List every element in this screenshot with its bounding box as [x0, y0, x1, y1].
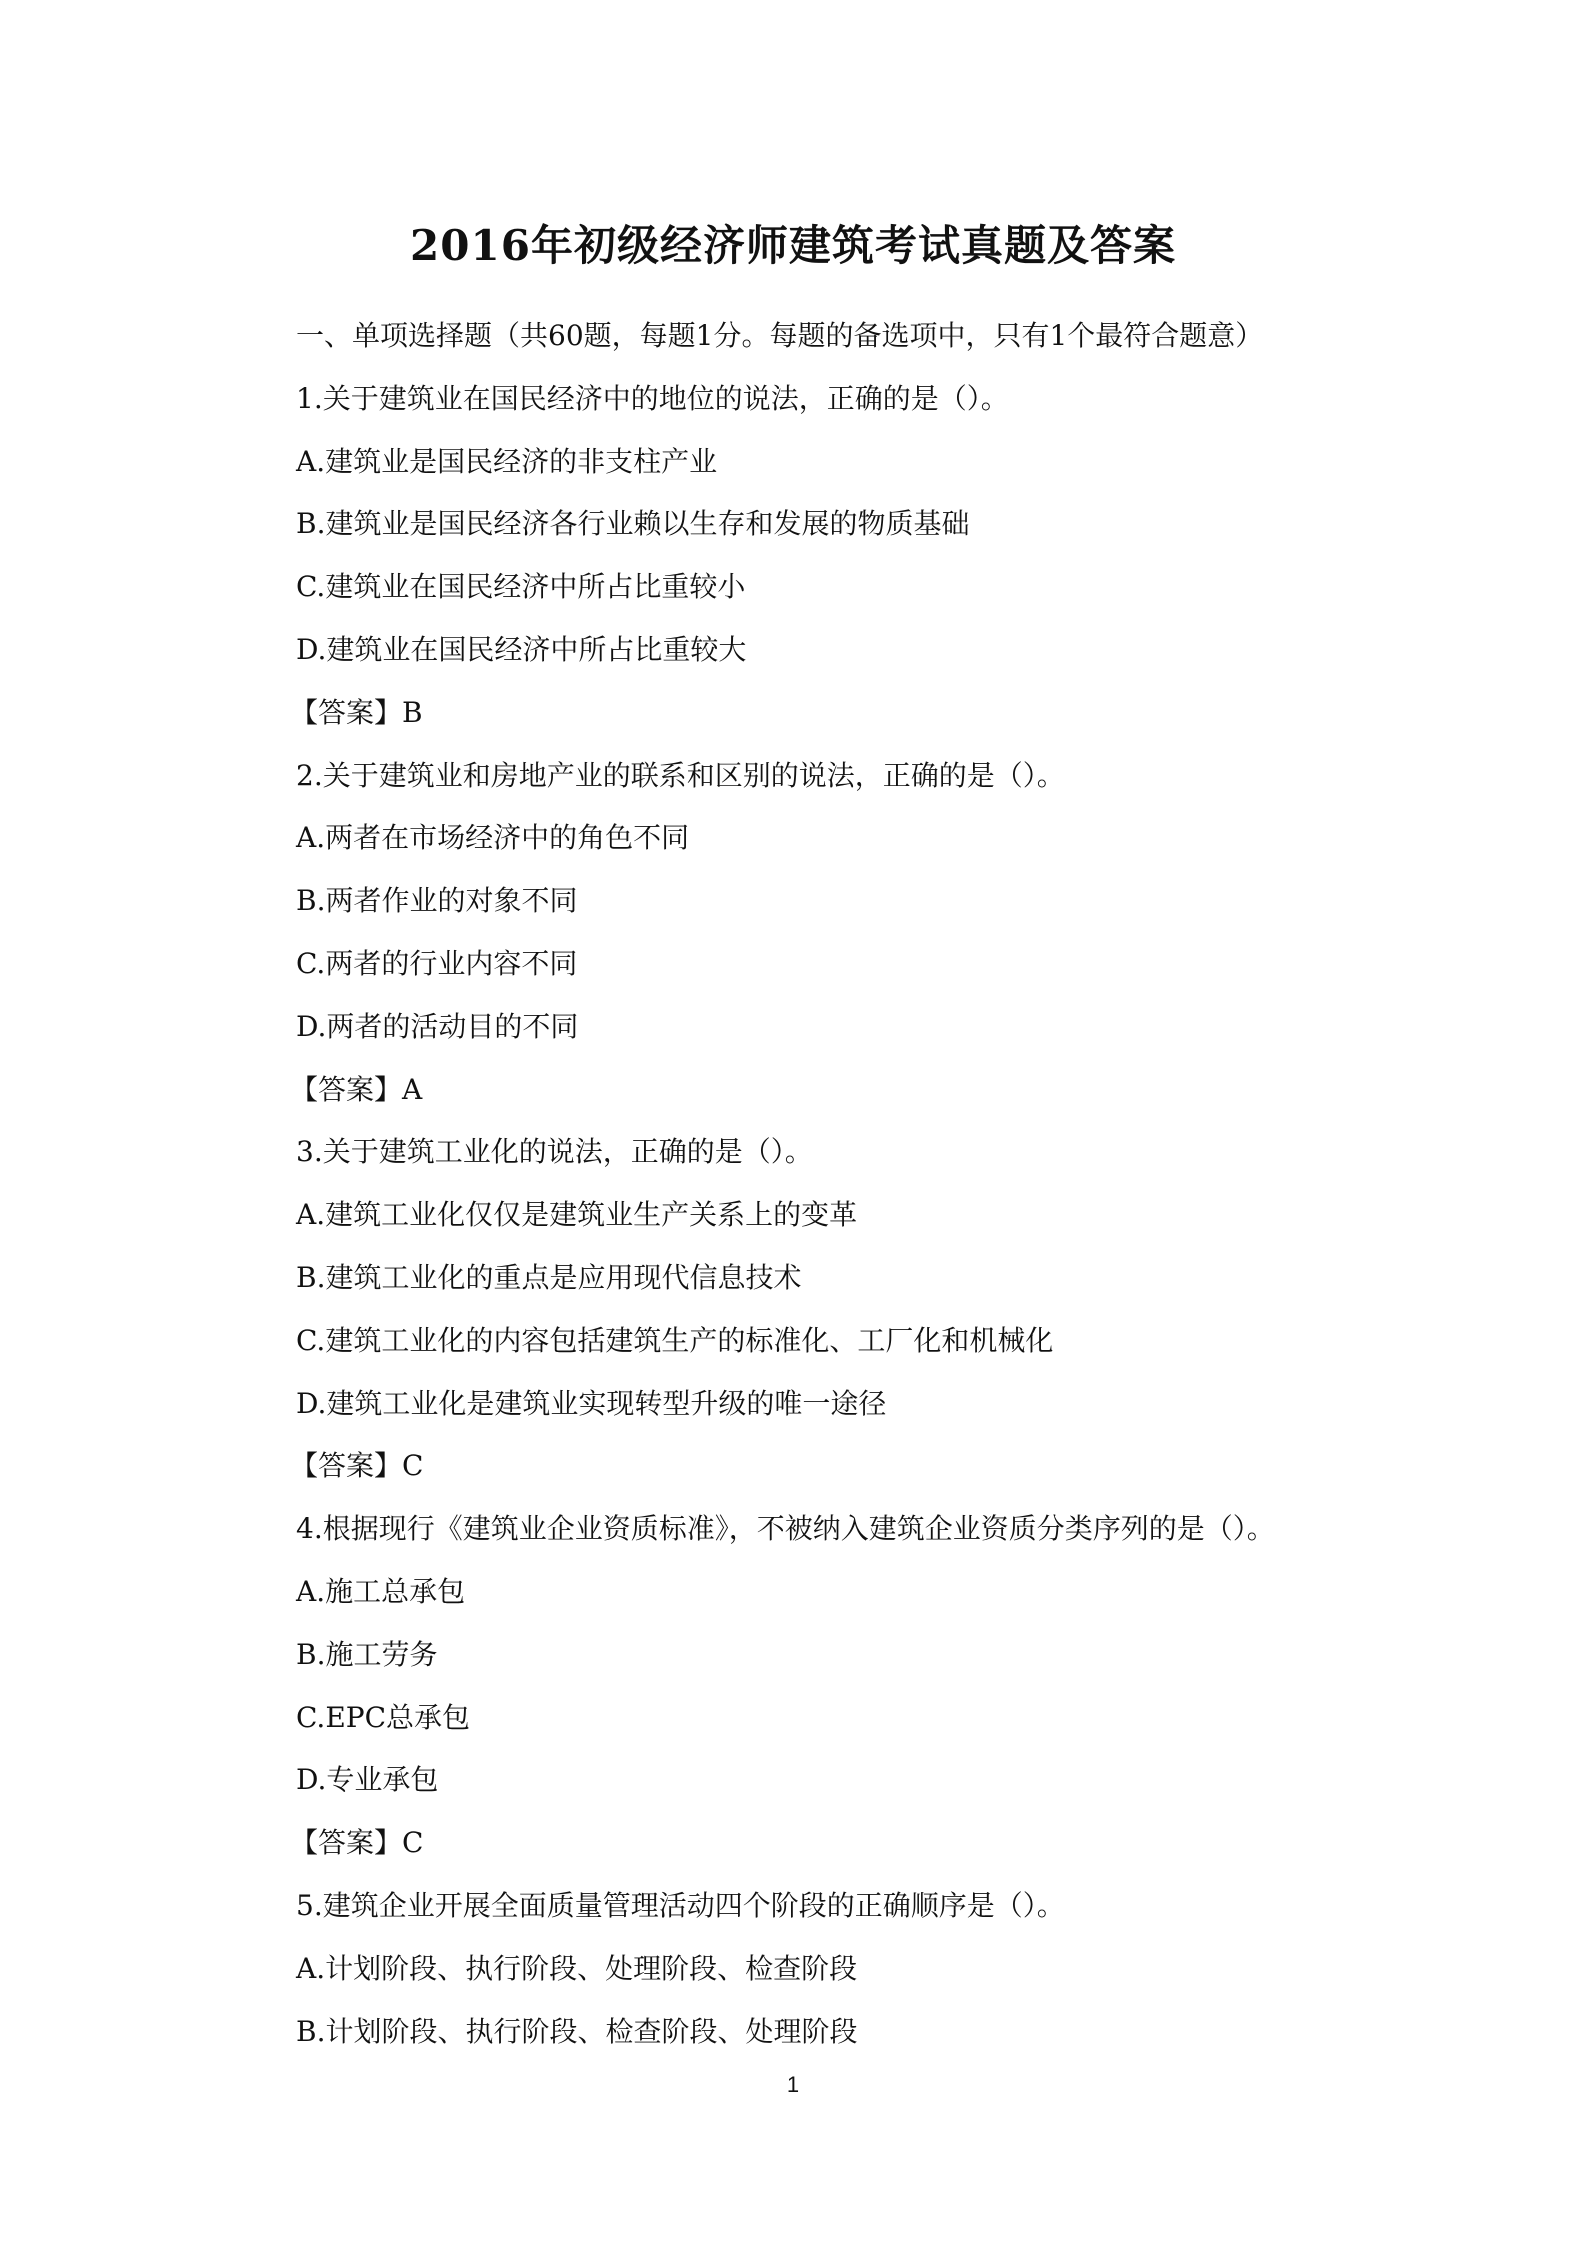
question-stem: 3.关于建筑工业化的说法，正确的是（）。: [296, 1135, 813, 1169]
answer-line: 【答案】B: [290, 695, 423, 729]
question-stem: 5.建筑企业开展全面质量管理活动四个阶段的正确顺序是（）。: [296, 1888, 1065, 1922]
option-a: A.两者在市场经济中的角色不同: [296, 821, 690, 855]
document-title: 2016年初级经济师建筑考试真题及答案: [410, 221, 1176, 270]
option-b: B.计划阶段、执行阶段、检查阶段、处理阶段: [296, 2014, 858, 2048]
option-c: C.EPC总承包: [296, 1700, 471, 1734]
option-d: D.两者的活动目的不同: [296, 1009, 579, 1043]
answer-line: 【答案】C: [290, 1826, 424, 1860]
answer-line: 【答案】C: [290, 1449, 424, 1483]
question-stem: 1.关于建筑业在国民经济中的地位的说法，正确的是（）。: [296, 381, 1009, 415]
option-c: C.建筑业在国民经济中所占比重较小: [296, 570, 746, 604]
section-heading: 一、单项选择题（共60题，每题1分。每题的备选项中，只有1个最符合题意）: [296, 319, 1264, 352]
option-b: B.两者作业的对象不同: [296, 884, 578, 918]
option-c: C.建筑工业化的内容包括建筑生产的标准化、工厂化和机械化: [296, 1323, 1054, 1357]
question-stem: 2.关于建筑业和房地产业的联系和区别的说法，正确的是（）。: [296, 758, 1065, 792]
option-b: B.施工劳务: [296, 1637, 438, 1671]
option-a: A.计划阶段、执行阶段、处理阶段、检查阶段: [296, 1951, 858, 1985]
option-a: A.建筑业是国民经济的非支柱产业: [296, 444, 718, 478]
question-stem: 4.根据现行《建筑业企业资质标准》，不被纳入建筑企业资质分类序列的是（）。: [296, 1512, 1275, 1546]
option-b: B.建筑业是国民经济各行业赖以生存和发展的物质基础: [296, 507, 970, 541]
option-d: D.专业承包: [296, 1763, 439, 1797]
option-b: B.建筑工业化的重点是应用现代信息技术: [296, 1260, 802, 1294]
option-a: A.施工总承包: [296, 1574, 466, 1608]
page-number: 1: [786, 2072, 800, 2097]
option-a: A.建筑工业化仅仅是建筑业生产关系上的变革: [296, 1198, 858, 1232]
document-body: [290, 305, 1356, 2063]
option-c: C.两者的行业内容不同: [296, 946, 578, 980]
option-d: D.建筑业在国民经济中所占比重较大: [296, 632, 747, 666]
answer-line: 【答案】A: [290, 1072, 423, 1106]
option-d: D.建筑工业化是建筑业实现转型升级的唯一途径: [296, 1386, 887, 1420]
